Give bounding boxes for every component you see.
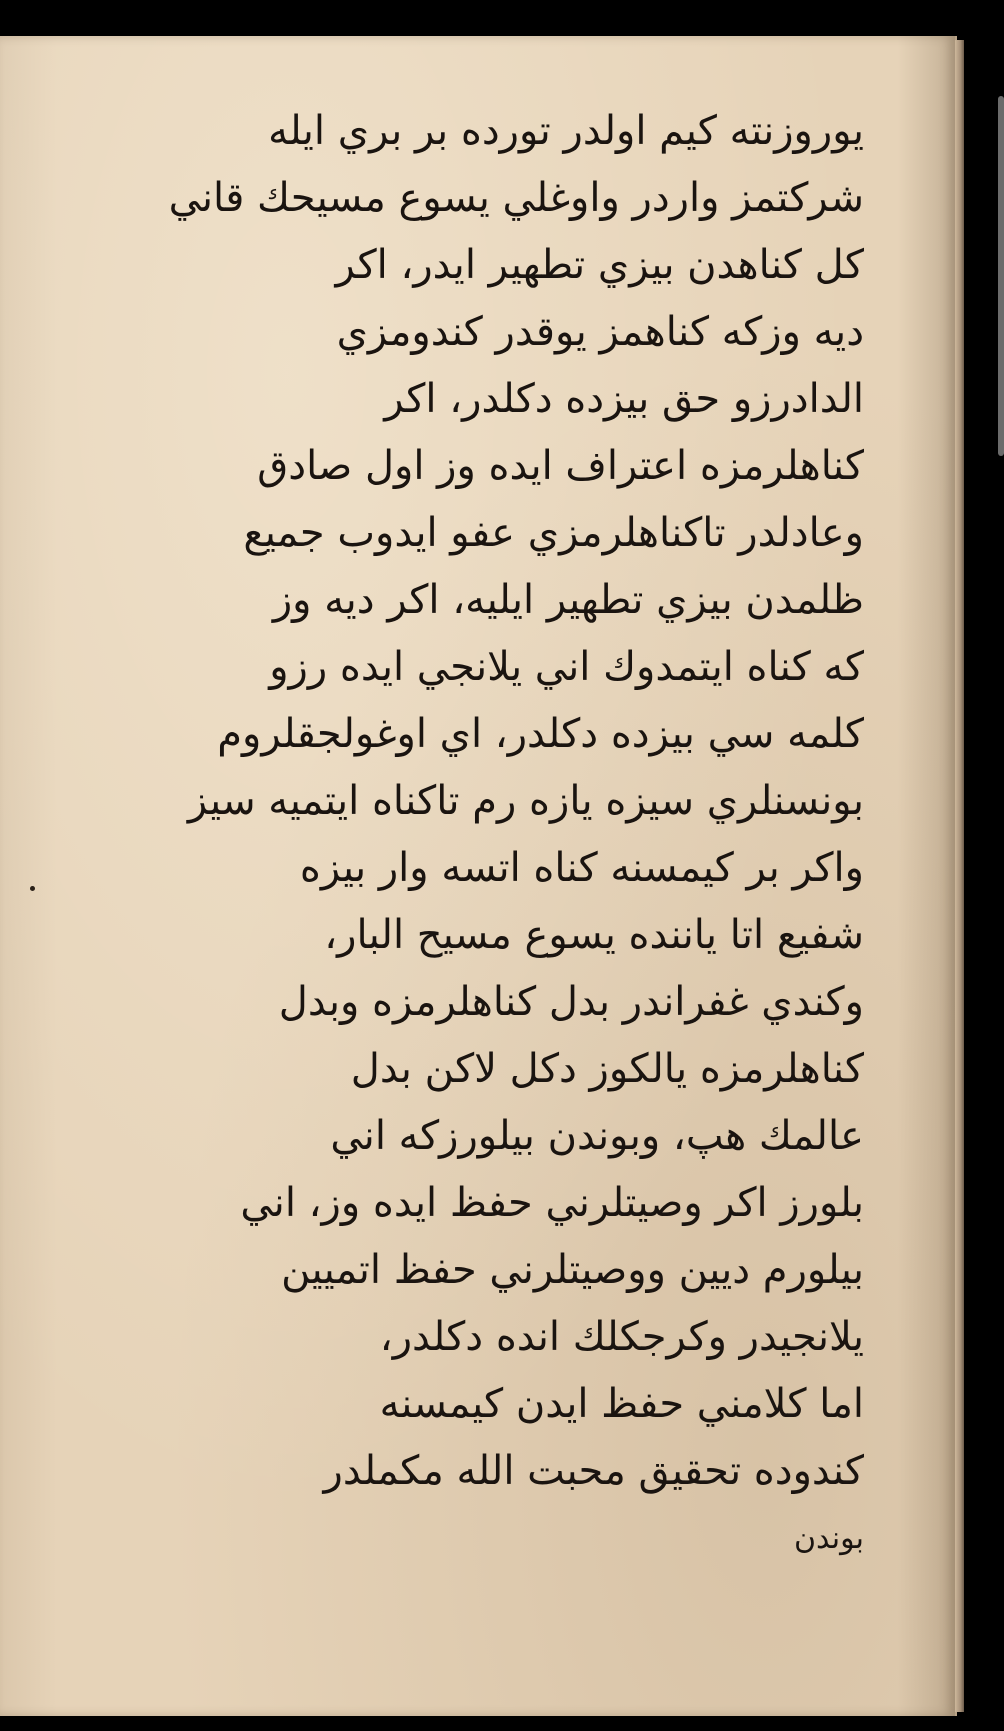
- text-line: بيلورم ديين ووصيتلرني حفظ اتميين: [281, 1247, 864, 1293]
- text-block: [84, 98, 864, 1572]
- text-line: ظلمدن بيزي تطهير ايليه، اكر ديه وز: [272, 577, 864, 623]
- manuscript-page: [0, 36, 957, 1716]
- text-line: يلانجيدر وكرجكلك انده دكلدر،: [379, 1314, 864, 1360]
- text-line: وعادلدر تاكناهلرمزي عفو ايدوب جميع: [243, 510, 864, 556]
- text-line: عالمك هپ، وبوندن بيلورزكه اني: [330, 1113, 864, 1159]
- text-line: شفيع اتا ياننده يسوع مسيح البار،: [324, 912, 864, 958]
- text-line: كناهلرمزه يالكوز دكل لاكن بدل: [350, 1046, 864, 1092]
- text-line: كندوده تحقيق محبت الله مكملدر: [323, 1448, 864, 1494]
- text-line: كلمه سي بيزده دكلدر، اي اوغولجقلروم: [217, 711, 864, 757]
- catchword: بوندن: [794, 1521, 864, 1556]
- text-line: الدادرزو حق بيزده دكلدر، اكر: [384, 376, 864, 422]
- text-line: بلورز اكر وصيتلرني حفظ ايده وز، اني: [240, 1180, 864, 1226]
- text-line: واكر بر كيمسنه كناه اتسه وار بيزه: [299, 845, 864, 891]
- scroll-indicator[interactable]: [998, 96, 1004, 456]
- text-line: بونسنلري سيزه يازه رم تاكناه ايتميه سيز: [187, 778, 864, 824]
- text-line: ديه وزكه كناهمز يوقدر كندومزي: [336, 309, 864, 355]
- page-edge: [955, 40, 964, 1712]
- text-line: اما كلامني حفظ ايدن كيمسنه: [379, 1381, 864, 1427]
- text-line: شركتمز واردر واوغلي يسوع مسيحك قاني: [168, 175, 864, 221]
- text-line: كناهلرمزه اعتراف ايده وز اول صادق: [257, 443, 864, 489]
- ink-dot: [30, 886, 35, 891]
- text-line: كل كناهدن بيزي تطهير ايدر، اكر: [335, 242, 864, 288]
- text-line: يوروزنته كيم اولدر تورده بر بري ايله: [268, 108, 864, 154]
- text-line: كه كناه ايتمدوك اني يلانجي ايده رزو: [269, 644, 864, 690]
- text-line: وكندي غفراندر بدل كناهلرمزه وبدل: [278, 979, 864, 1025]
